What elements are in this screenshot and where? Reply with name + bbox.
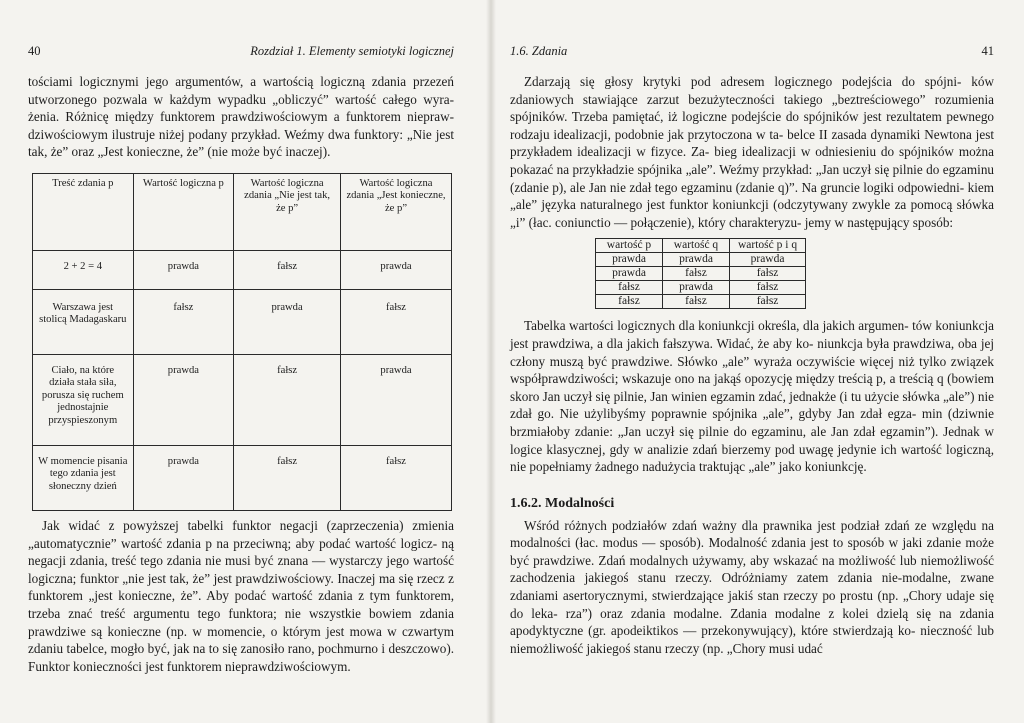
page-number: 41: [981, 44, 994, 58]
table-header: Wartość logiczna p: [133, 173, 234, 250]
table-cell: 2 + 2 = 4: [33, 250, 134, 289]
running-head: 1.6. Zdania: [510, 44, 568, 58]
critique-paragraph: Zdarzają się głosy krytyki pod adresem logicznego podejścia do spójni- ków zdaniowych stawiające zarzut bezużyteczności takiego „beztreściowego” rozumienia spójników. Trzeba pamiętać, iż logiczne podejście do spójników jest rezultatem pewnego rodzaju idealizacji, podobnie jak przytoczona w ta- belce II zasada dynamiki Newtona jest przykładem idealizacji w fizyce. Za- bieg idealizacji w odniesieniu do spójników można pokazać na przykładzie spójnika „ale”. Weźmy przykład: „Jan uczył się pilnie do egzaminu (zdanie p), ale Jan nie zdał tego egzaminu (zdanie q)”. Na gruncie logiki odpowiedni- kiem „ale” języka naturalnego jest funktor koniunkcji (odczytywany zwykle za pomocą słówka „i” (łac. coniunctio — połączenie), który charakteryzu- jemy w następujący sposób:: [510, 74, 995, 230]
table-cell: prawda: [730, 253, 806, 267]
table-cell: fałsz: [596, 295, 663, 309]
table-cell: fałsz: [730, 281, 806, 295]
table-cell: fałsz: [730, 295, 806, 309]
table-cell: fałsz: [234, 250, 341, 289]
table-header: Wartość logiczna zdania „Nie jest tak, że p”: [234, 173, 341, 250]
table-row: [33, 354, 452, 445]
table-cell: fałsz: [663, 267, 730, 281]
table-cell: fałsz: [133, 289, 234, 354]
table-cell: fałsz: [663, 295, 730, 309]
table-cell: prawda: [663, 281, 730, 295]
table-header: wartość q: [663, 239, 730, 253]
page-number: 40: [28, 44, 41, 58]
table-cell: fałsz: [234, 354, 341, 445]
intro-paragraph: tościami logicznymi jego argumentów, a wartością logiczną zdania przezeń utworzonego pozwala w każdym wypadku „obliczyć” wartość całego wyra- żenia. Różnicę między funktorem prawdziwościowym a funktorem niepraw- dziwościowym ilustruje niżej podany przykład. Weźmy dwa funktory: „Nie jest tak, że” oraz „Jest konieczne, że” (nie może być inaczej).: [28, 74, 455, 160]
table-row: [33, 289, 452, 354]
table-cell: prawda: [133, 250, 234, 289]
functor-comparison-table: [32, 173, 452, 511]
table-cell: prawda: [133, 445, 234, 510]
table-row: [596, 267, 806, 281]
negation-paragraph: Jak widać z powyższej tabelki funktor negacji (zaprzeczenia) zmienia „automatycznie” wartość zdania p na przeciwną; aby podać wartość logicz- ną negacji zdania, treść tego zdania nie musi być znana — wystarczy jego wartość logiczna; funktor „nie jest tak, że” jest prawdziwościowy. Inaczej ma się rzecz z funktorem „jest konieczne, że”. Aby podać wartość zdania z tym funktorem, trzeba znać treść argumentu tego funktora; nie wszystkie bowiem zdania prawdziwe są konieczne (np. w momencie, o którym jest mowa w czwartym zdaniu tabelce, mogło być, jak na to się zanosiło rano, pochmurno i deszczowo). Funktor konieczności jest funktorem nieprawdziwościowym.: [28, 517, 455, 674]
table-header: Treść zdania p: [33, 173, 134, 250]
table-cell: Warszawa jest stolicą Madagaskaru: [33, 289, 134, 354]
table-cell: fałsz: [341, 289, 452, 354]
table-cell: fałsz: [341, 445, 452, 510]
right-page-header: [510, 44, 994, 62]
table-cell: prawda: [663, 253, 730, 267]
table-cell: prawda: [596, 253, 663, 267]
table-cell: prawda: [341, 354, 452, 445]
table-row: [596, 295, 806, 309]
table-row: [33, 250, 452, 289]
table-cell: W momencie pisania tego zdania jest słoneczny dzień: [33, 445, 134, 510]
table-cell: prawda: [341, 250, 452, 289]
table-row: [596, 253, 806, 267]
table-cell: Ciało, na które działa stała siła, porusza się ruchem jednostajnie przyspieszonym: [33, 354, 134, 445]
table-cell: prawda: [133, 354, 234, 445]
table-row: [596, 281, 806, 295]
table-cell: prawda: [234, 289, 341, 354]
section-heading: 1.6.2. Modalności: [510, 495, 615, 511]
table-cell: prawda: [596, 267, 663, 281]
left-page: [0, 0, 490, 723]
conjunction-truth-table: [595, 238, 806, 309]
running-head: Rozdział 1. Elementy semiotyki logicznej: [250, 44, 454, 58]
table-cell: fałsz: [596, 281, 663, 295]
table-header: Wartość logiczna zdania „Jest konieczne, że p”: [341, 173, 452, 250]
conjunction-paragraph: Tabelka wartości logicznych dla koniunkcji określa, dla jakich argumen- tów koniunkcja jest prawdziwa, a dla jakich fałszywa. Widać, że aby ko- niunkcja była prawdziwa, oba jej człony muszą być prawdziwe. Słówko „ale” wyraża oczywiście więcej niż tylko związek współprawdziwości; wskazuje ono na jakąś opozycję między treścią p, a treścią q (bowiem skoro Jan uczył się pilnie, Jan winien egzamin zdać, jednakże (i tu użycie słówka „ale”) nie zdał go. Nie użylibyśmy poprawnie spójnika „ale”, gdyby Jan zdał egza- min (dziwnie brzmiałoby zdanie: „Jan uczył się pilnie do egzaminu, ale Jan zdał egzamin”). Jednak w logice klasycznej, gdy w analizie zdań bierzemy pod uwagę jedynie ich wartość logiczną, nie popełniamy żadnego nadużycia traktując „ale” jako koniunkcję.: [510, 318, 995, 475]
table-cell: fałsz: [234, 445, 341, 510]
right-page: [490, 0, 1024, 723]
table-row: [33, 445, 452, 510]
left-page-header: [28, 44, 454, 62]
table-header: wartość p: [596, 239, 663, 253]
table-cell: fałsz: [730, 267, 806, 281]
table-header: wartość p i q: [730, 239, 806, 253]
modality-paragraph: Wśród różnych podziałów zdań ważny dla prawnika jest podział zdań ze względu na modalności (łac. modus — sposób). Modalność zdania jest to sposób w jaki zdanie może być prawdziwe. Zdań modalnych używamy, aby wskazać na możliwość lub niemożliwość zachodzenia jakiegoś stanu rzeczy. Odróżniamy zatem zdania nie-modalne, zwane zdaniami asertorycznymi, stwierdzające jakiś stan rzeczy po prostu (np. „Chory udaje się do leka- rza”) oraz zdania modalne. Zdania modalne z kolei dzielą się na zdania apodyktyczne (gr. apodeiktikos — przekonywujący), które stwierdzają ko- nieczność lub niemożliwość jakiegoś stanu rzeczy (np. „Chory musi udać: [510, 517, 995, 656]
